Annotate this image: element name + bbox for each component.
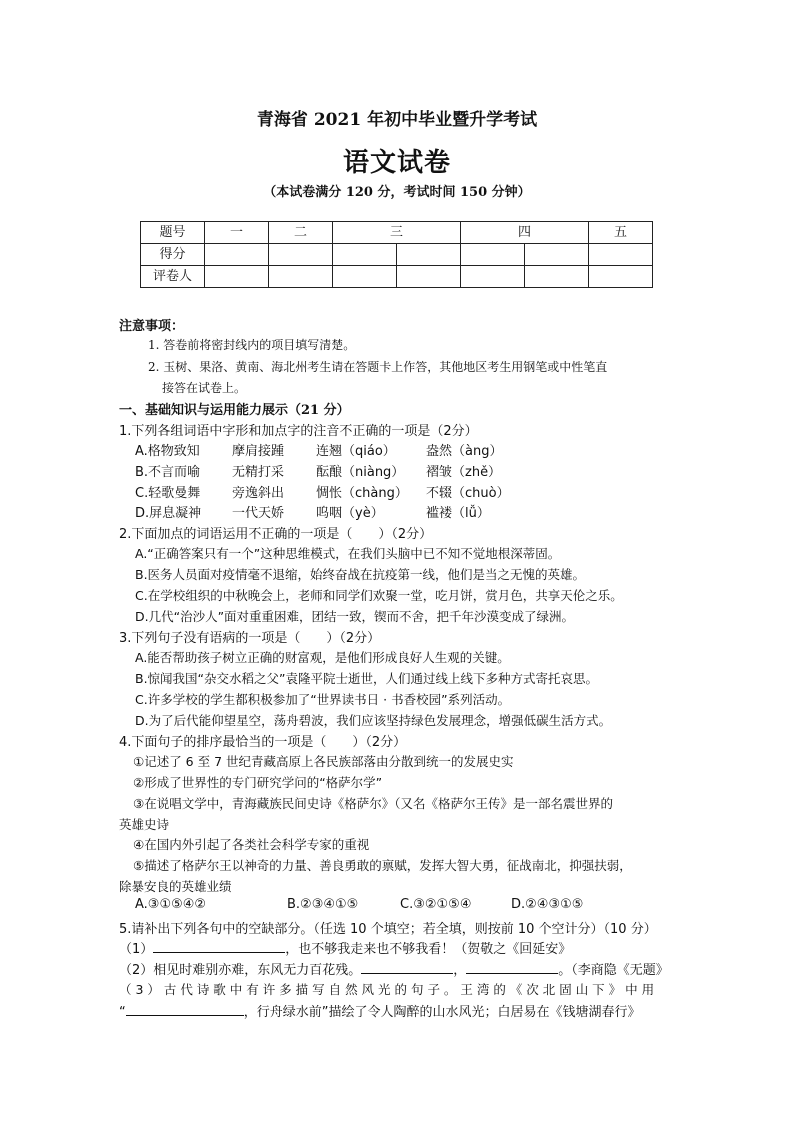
option-word: A.格物致知 bbox=[135, 444, 200, 459]
note-item: 接答在试卷上。 bbox=[162, 381, 247, 395]
item-number: （1） bbox=[119, 942, 154, 957]
option-word: 连翘（qiáo） bbox=[316, 444, 396, 459]
option-word: 惆怅（chàng） bbox=[316, 486, 408, 501]
fill-line-1 bbox=[119, 938, 571, 957]
score-table-row bbox=[141, 266, 653, 288]
separator: ， bbox=[453, 963, 467, 978]
option-word: B.不言而喻 bbox=[135, 465, 201, 480]
sentence-3-cont: 英雄史诗 bbox=[119, 817, 170, 832]
answer-blank[interactable] bbox=[153, 940, 285, 953]
score-cell[interactable] bbox=[205, 244, 269, 266]
sentence-5-cont: 除暴安良的英雄业绩 bbox=[119, 879, 232, 894]
score-cell[interactable] bbox=[589, 244, 653, 266]
grader-cell[interactable] bbox=[589, 266, 653, 288]
score-table-header-row bbox=[141, 222, 653, 244]
option-c: C.③②①⑤④ bbox=[400, 897, 472, 912]
line-text: ，行舟绿水前”描绘了令人陶醉的山水风光；白居易在《钱塘湖春行》 bbox=[243, 1005, 641, 1020]
option-b: B.惊闻我国“杂交水稻之父”袁隆平院士逝世，人们通过线上线下多种方式寄托哀思。 bbox=[135, 671, 599, 686]
answer-blank[interactable] bbox=[466, 961, 558, 974]
row-label: 评卷人 bbox=[141, 266, 205, 288]
column-header: 二 bbox=[269, 222, 333, 244]
row-label: 题号 bbox=[141, 222, 205, 244]
option-d: D.为了后代能仰望星空，荡舟碧波，我们应该坚持绿色发展理念，增强低碳生活方式。 bbox=[135, 713, 612, 728]
line-text: ，也不够我走来也不够我看！（贺敬之《回延安》 bbox=[285, 942, 572, 957]
option-word: D.屏息凝神 bbox=[135, 506, 202, 521]
option-word: 盎然（àng） bbox=[426, 444, 503, 459]
option-word: 呜咽（yè） bbox=[316, 506, 384, 521]
option-word: C.轻歌曼舞 bbox=[135, 486, 201, 501]
grader-cell[interactable] bbox=[461, 266, 525, 288]
answer-blank[interactable] bbox=[126, 1003, 244, 1016]
option-c: C.许多学校的学生都积极参加了“世界读书日 · 书香校园”系列活动。 bbox=[135, 692, 511, 707]
option-b: B.医务人员面对疫情毫不退缩，始终奋战在抗疫第一线，他们是当之无愧的英雄。 bbox=[135, 567, 586, 582]
option-word: 褴褛（lǚ） bbox=[426, 506, 490, 521]
fill-line-3: （ 3 ） 古 代 诗 歌 中 有 许 多 描 写 自 然 风 光 的 句 子 。 王 湾 的 《 次 北 固 山 下 》 中 用 bbox=[119, 982, 655, 997]
section-heading: 一、基础知识与运用能力展示（21 分） bbox=[119, 403, 350, 418]
column-header: 四 bbox=[461, 222, 589, 244]
fill-line-4 bbox=[119, 1001, 641, 1020]
score-cell[interactable] bbox=[461, 244, 525, 266]
sentence-4: ④在国内外引起了各类社会科学专家的重视 bbox=[133, 837, 370, 852]
notes-heading: 注意事项： bbox=[119, 319, 185, 334]
option-word: 酝酿（niàng） bbox=[316, 465, 405, 480]
grader-cell[interactable] bbox=[397, 266, 461, 288]
sentence-5: ⑤描述了格萨尔王以神奇的力量、善良勇敢的禀赋，发挥大智大勇，征战南北，抑强扶弱， bbox=[133, 858, 632, 873]
sentence-1: ①记述了 6 至 7 世纪青藏高原上各民族部落由分散到统一的发展史实 bbox=[133, 754, 514, 769]
score-table-row bbox=[141, 244, 653, 266]
score-cell[interactable] bbox=[269, 244, 333, 266]
subject-title: 语文试卷 bbox=[342, 148, 451, 178]
score-cell[interactable] bbox=[397, 244, 461, 266]
option-a: A.“正确答案只有一个”这种思维模式，在我们头脑中已不知不觉地根深蒂固。 bbox=[135, 546, 561, 561]
grader-cell[interactable] bbox=[333, 266, 397, 288]
column-header: 一 bbox=[205, 222, 269, 244]
option-word: 无精打采 bbox=[232, 465, 285, 480]
exam-title: 青海省 2021 年初中毕业暨升学考试 bbox=[256, 110, 538, 130]
line-text: （2）相见时难别亦难，东风无力百花残。 bbox=[119, 963, 362, 978]
question-stem: 1.下列各组词语中字形和加点字的注音不正确的一项是（2分） bbox=[119, 424, 478, 439]
sentence-2: ②形成了世界性的专门研究学问的“格萨尔学” bbox=[133, 775, 383, 790]
question-stem: 2.下面加点的词语运用不正确的一项是（ ）（2分） bbox=[119, 527, 433, 542]
grader-cell[interactable] bbox=[269, 266, 333, 288]
sentence-3: ③在说唱文学中，青海藏族民间史诗《格萨尔》（又名《格萨尔王传》是一部名震世界的 bbox=[133, 796, 613, 811]
open-quote: “ bbox=[119, 1005, 126, 1020]
option-word: 一代天娇 bbox=[232, 506, 285, 521]
option-b: B.②③④①⑤ bbox=[287, 897, 359, 912]
question-stem: 3.下列句子没有语病的一项是（ ）（2分） bbox=[119, 631, 381, 646]
grader-cell[interactable] bbox=[525, 266, 589, 288]
note-item: 2. 玉树、果洛、黄南、海北州考生请在答题卡上作答，其他地区考生用钢笔或中性笔直 bbox=[148, 360, 608, 374]
score-table bbox=[140, 221, 653, 288]
column-header: 三 bbox=[333, 222, 461, 244]
option-c: C.在学校组织的中秋晚会上，老师和同学们欢聚一堂，吃月饼，赏月色，共享天伦之乐。 bbox=[135, 588, 623, 603]
option-word: 旁逸斜出 bbox=[232, 486, 285, 501]
question-stem: 4.下面句子的排序最恰当的一项是（ ）（2分） bbox=[119, 735, 407, 750]
option-a: A.能否帮助孩子树立正确的财富观，是他们形成良好人生观的关键。 bbox=[135, 650, 510, 665]
answer-blank[interactable] bbox=[361, 961, 453, 974]
option-word: 不辍（chuò） bbox=[426, 486, 510, 501]
option-word: 褶皱（zhě） bbox=[426, 465, 502, 480]
note-item: 1. 答卷前将密封线内的项目填写清楚。 bbox=[148, 338, 356, 352]
score-cell[interactable] bbox=[525, 244, 589, 266]
score-cell[interactable] bbox=[333, 244, 397, 266]
fill-line-2 bbox=[119, 959, 669, 978]
exam-info: （本试卷满分 120 分，考试时间 150 分钟） bbox=[263, 185, 531, 200]
row-label: 得分 bbox=[141, 244, 205, 266]
source: 。（李商隐《无题》 bbox=[558, 963, 669, 978]
option-a: A.③①⑤④② bbox=[135, 897, 207, 912]
grader-cell[interactable] bbox=[205, 266, 269, 288]
question-stem: 5.请补出下列各句中的空缺部分。（任选 10 个填空；若全填，则按前 10 个空计分）（10 分） bbox=[119, 922, 657, 937]
option-d: D.几代“治沙人”面对重重困难，团结一致，锲而不舍，把千年沙漠变成了绿洲。 bbox=[135, 609, 575, 624]
column-header: 五 bbox=[589, 222, 653, 244]
option-d: D.②④③①⑤ bbox=[511, 897, 584, 912]
option-word: 摩肩接踵 bbox=[232, 444, 285, 459]
